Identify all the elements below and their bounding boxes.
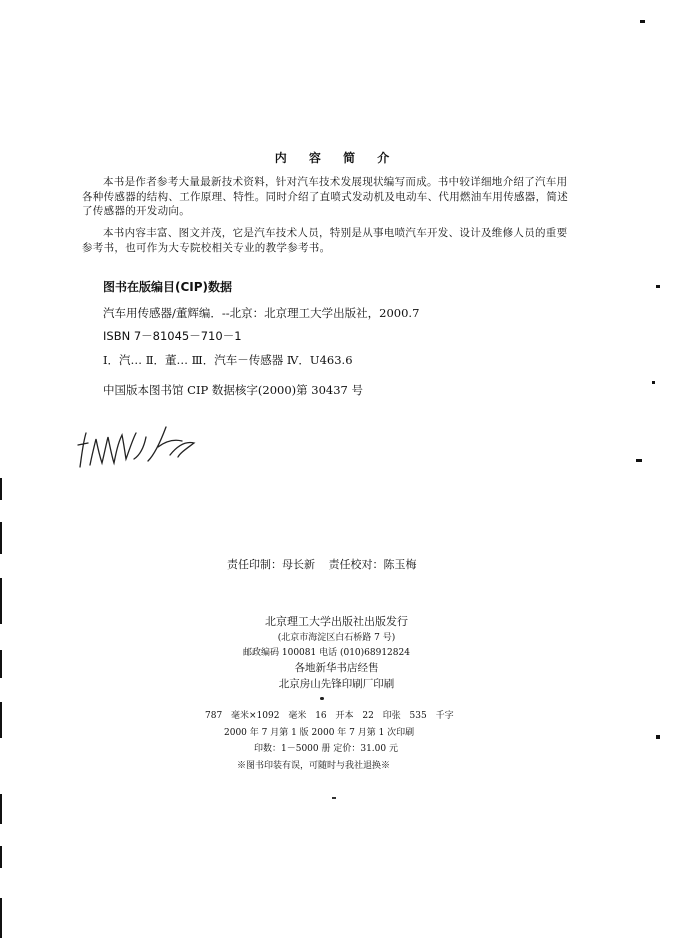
scan-edge-mark — [0, 650, 2, 678]
edition-line: 2000 年 7 月第 1 版 2000 年 7 月第 1 次印刷 — [224, 728, 415, 738]
summary-paragraph-2: 本书内容丰富、图文并茂，它是汽车技术人员，特别是从事电喷汽车开发、设计及维修人员的重要参考书，也可作为大专院校相关专业的教学参考书。 — [82, 227, 568, 254]
cip-bibliographic-line: 汽车用传感器/董辉编．--北京：北京理工大学出版社，2000.7 — [103, 306, 420, 320]
scan-speck — [636, 459, 642, 462]
handwritten-signature — [74, 415, 204, 475]
publisher-name: 北京理工大学出版社出版发行 — [265, 615, 408, 628]
scan-edge-mark — [0, 794, 2, 824]
print-run-price-line: 印数：1－5000 册 定价：31.00 元 — [254, 744, 398, 754]
return-policy-note: ※图书印装有误，可随时与我社退换※ — [237, 761, 391, 771]
cip-subject-line: Ⅰ．汽… Ⅱ．董… Ⅲ．汽车－传感器 Ⅳ．U463.6 — [103, 353, 353, 367]
editor-credit-line: 责任印制：母长新 责任校对：陈玉梅 — [227, 558, 417, 571]
divider-dot — [320, 697, 324, 700]
format-spec-line: 787 毫米×1092 毫米 16 开本 22 印张 535 千字 — [205, 711, 454, 721]
publisher-contact: 邮政编码 100081 电话 (010)68912824 — [243, 648, 410, 658]
scan-edge-mark — [0, 846, 2, 868]
publisher-address: (北京市海淀区白石桥路 7 号) — [277, 633, 396, 643]
printer: 北京房山先锋印刷厂印刷 — [278, 678, 395, 690]
scan-edge-mark — [0, 478, 2, 500]
divider-dot — [332, 797, 336, 799]
cip-heading: 图书在版编目(CIP)数据 — [103, 280, 233, 294]
summary-title: 内 容 简 介 — [274, 151, 399, 165]
cip-isbn-line: ISBN 7－81045－710－1 — [103, 329, 242, 343]
scan-speck — [656, 285, 660, 288]
summary-paragraph-1: 本书是作者参考大量最新技术资料，针对汽车技术发展现状编写而成。书中较详细地介绍了汽车用各种传感器的结构、工作原理、特性。同时介绍了直喷式发动机及电动车、代用燃油车用传感器，简述了传感器的开发动向。 — [82, 176, 568, 217]
scan-edge-mark — [0, 578, 2, 624]
cip-record-number-line: 中国版本图书馆 CIP 数据核字(2000)第 30437 号 — [103, 383, 364, 397]
scan-speck — [640, 20, 645, 23]
scan-speck — [656, 735, 660, 739]
scan-edge-mark — [0, 898, 2, 938]
scan-edge-mark — [0, 522, 2, 554]
scan-edge-mark — [0, 702, 2, 738]
scan-speck — [652, 381, 655, 384]
distributor: 各地新华书店经售 — [294, 662, 379, 674]
